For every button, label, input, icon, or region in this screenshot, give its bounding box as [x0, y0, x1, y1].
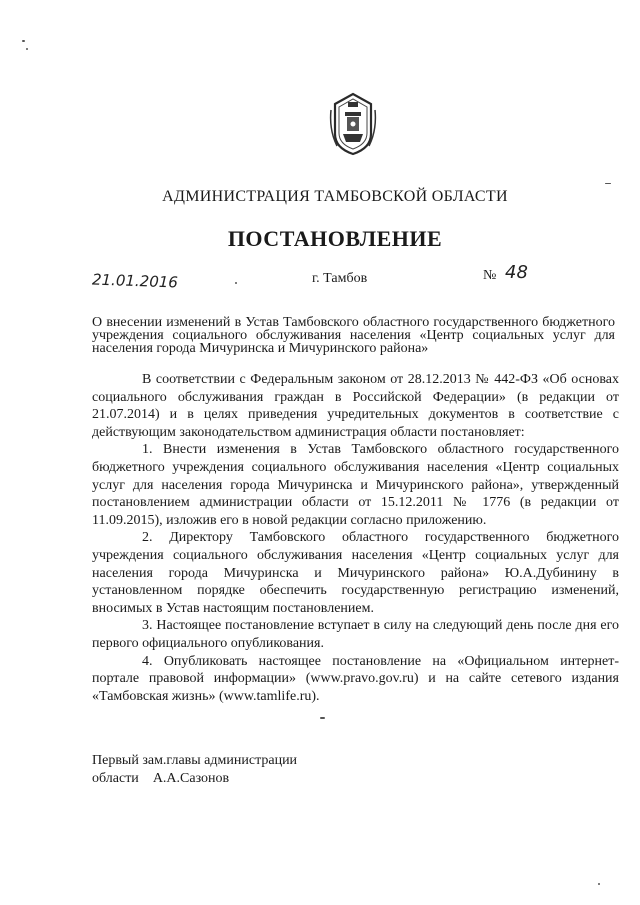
scan-speck [22, 40, 25, 42]
signatory-position: Первый зам.главы администрации [92, 753, 298, 768]
document-type-title: ПОСТАНОВЛЕНИЕ [227, 226, 443, 251]
number-label: № [483, 268, 497, 283]
scan-speck [320, 717, 325, 719]
preamble-paragraph: В соответствии с Федеральным законом от 28.12.2013 № 442-ФЗ «Об основах социального обслуживания граждан в Российской Федерации» (в редакции от 21.07.2014) и в целях приведения учредительных документов в соответствие с действующим законодательством администрация области постановляет: [92, 372, 619, 440]
scan-speck [605, 183, 611, 184]
handwritten-number: 48 [505, 262, 528, 283]
handwritten-date: 21.01.2016 [91, 270, 179, 292]
clause-2-paragraph: 2. Директору Тамбовского областного государственного бюджетного учреждения социального обслуживания населения «Центр социальных услуг для населения города Мичуринска и Мичуринского района» Ю.А.Дубинину в установленном порядке обеспечить государственную регистрацию изменений, вносимых в Устав настоящим постановлением. [92, 530, 619, 616]
signatory-line [92, 770, 297, 788]
agency-title: АДМИНИСТРАЦИЯ ТАМБОВСКОЙ ОБЛАСТИ [162, 188, 508, 205]
document-subject: О внесении изменений в Устав Тамбовского областного государственного бюджетного учреждения социального обслуживания населения «Центр социальных услуг для населения города Мичуринска и Мичуринского района» [92, 315, 615, 356]
scan-speck [26, 48, 28, 50]
clause-4-paragraph: 4. Опубликовать настоящее постановление на «Официальном интернет-портале правовой информации» (www.pravo.gov.ru) и на сайте сетевого издания «Тамбовская жизнь» (www.tamlife.ru). [92, 653, 619, 704]
city-label: г. Тамбов [312, 271, 368, 286]
document-body [92, 371, 619, 705]
signature-block [92, 752, 297, 788]
coat-of-arms-icon [327, 90, 379, 158]
clause-1-paragraph: 1. Внести изменения в Устав Тамбовского областного государственного бюджетного учреждения социального обслуживания населения «Центр социальных услуг для населения города Мичуринска и Мичуринского района», утвержденный постановлением администрации области от 15.12.2011 № 1776 (в редакции от 11.09.2015), изложив его в новой редакции согласно приложению. [92, 442, 619, 528]
signatory-name: А.А.Сазонов [152, 771, 230, 786]
signatory-position-line2: области [92, 771, 139, 786]
scan-speck [598, 883, 600, 885]
scan-speck [235, 282, 237, 284]
clause-3-paragraph: 3. Настоящее постановление вступает в силу на следующий день после дня его первого официального опубликования. [92, 618, 619, 651]
